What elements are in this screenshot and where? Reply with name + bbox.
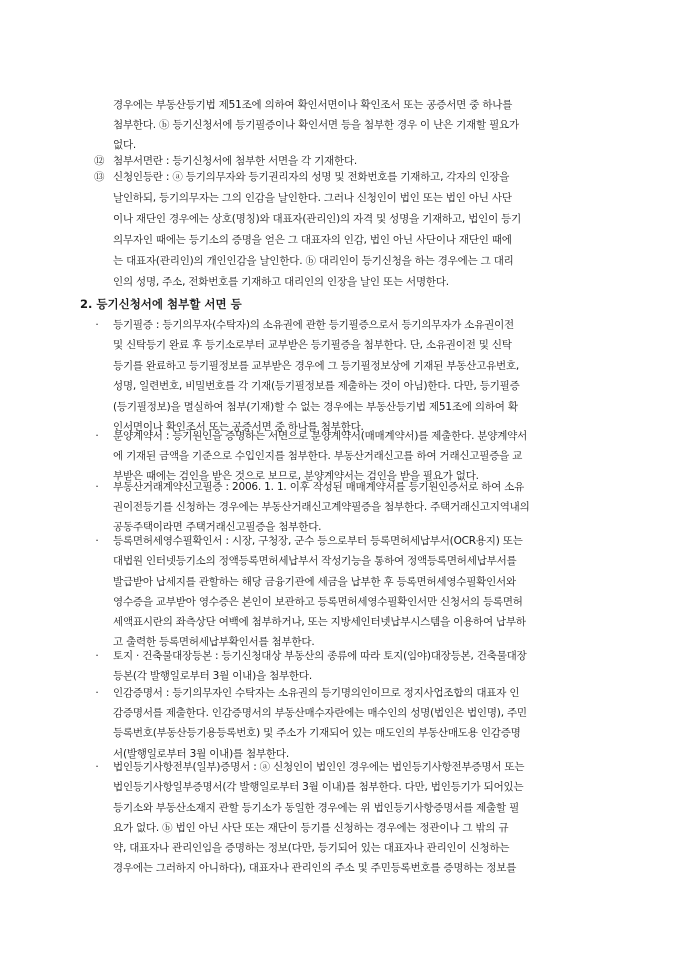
bullet-marker: ·	[95, 687, 99, 699]
paragraph-line: 인의 성명, 주소, 전화번호를 기재하고 대리인의 인장을 날인 또는 서명한다.	[113, 276, 449, 288]
paragraph-line: 약, 대표자나 관리인임을 증명하는 정보(다만, 등기되어 있는 대표자나 관리인이 신청하는	[113, 842, 510, 855]
paragraph-line: 감증명서를 제출한다. 인감증명서의 부동산매수자란에는 매수인의 성명(법인은 법인명), 주민	[113, 707, 527, 720]
paragraph-line: 인서면이나 확인조서 또는 공증서면 중 하나를 첨부한다.	[113, 421, 364, 434]
paragraph-line: 성명, 일련번호, 비밀번호를 각 기재(등기필정보를 제출하는 것이 아님)한다. 다만, 등기필증	[113, 380, 520, 393]
bullet-marker: ·	[95, 481, 99, 493]
bullet-marker: ·	[95, 319, 99, 331]
paragraph-line: 날인하되, 등기의무자는 그의 인감을 날인한다. 그러나 신청인이 법인 또는 법인 아닌 사단	[113, 192, 512, 204]
paragraph-line: 고 출력한 등록면허세납부확인서를 첨부한다.	[113, 636, 315, 649]
paragraph-line: 및 신탁등기 완료 후 등기소로부터 교부받은 등기필증을 첨부한다. 단, 소유권이전 및 신탁	[113, 339, 512, 352]
paragraph-line: 등록번호(부동산등기용등록번호) 및 주소가 기재되어 있는 매도인의 부동산매도용 인감증명	[113, 727, 521, 740]
paragraph-line: 등기필증 : 등기의무자(수탁자)의 소유권에 관한 등기필증으로서 등기의무자가 소유권이전	[113, 319, 514, 331]
bullet-item-certificate	[113, 315, 613, 437]
paragraph-line: 이나 재단인 경우에는 상호(명칭)와 대표자(관리인)의 자격 및 성명을 기재하고, 법인이 등기	[113, 213, 522, 225]
paragraph-line: 등기를 완료하고 등기필정보를 교부받은 경우에 그 등기필정보상에 기재된 부동산고유번호,	[113, 359, 520, 372]
paragraph-line: 법인등기사항일부증명서(각 발행일로부터 3월 이내)를 첨부한다. 다만, 법인등기가 되어있는	[113, 781, 524, 794]
paragraph-line: 등록면허세영수필확인서 : 시장, 구청장, 군수 등으로부터 등록면허세납부서(OCR용지) 또는	[113, 535, 523, 547]
paragraph-line: 등본(각 발행일로부터 3월 이내)을 첨부한다.	[113, 670, 312, 683]
item-marker-13: ⑬	[94, 171, 105, 183]
paragraph-line: 대법원 인터넷등기소의 정액등록면허세납부서 작성기능을 통하여 정액등록면허세납부서를	[113, 555, 517, 568]
paragraph-line: 공동주택이라면 주택거래신고필증을 첨부한다.	[113, 521, 322, 534]
paragraph-line: 신청인등란 : ⓐ 등기의무자와 등기권리자의 성명 및 전화번호를 기재하고, 각자의 인장을	[113, 171, 510, 183]
paragraph-line: 경우에는 부동산등기법 제51조에 의하여 확인서면이나 확인조서 또는 공증서면 중 하나를	[113, 99, 513, 111]
paragraph-line: 부받은 때에는 검인을 받은 것으로 보므로, 분양계약서는 검인을 받을 필요가 없다.	[113, 470, 479, 483]
paragraph-line: 는 대표자(관리인)의 개인인감을 날인한다. ⓑ 대리인이 등기신청을 하는 경우에는 그 대리	[113, 255, 514, 267]
paragraph-line: 첨부한다. ⓑ 등기신청서에 등기필증이나 확인서면 등을 첨부한 경우 이 난은 기재할 필요가	[113, 119, 519, 131]
bullet-item-transaction-report	[113, 477, 613, 538]
paragraph-line: 경우에는 그러하지 아니하다), 대표자나 관리인의 주소 및 주민등록번호를 증명하는 정보를	[113, 862, 517, 875]
section-heading: 2. 등기신청서에 첨부할 서면 등	[80, 297, 242, 311]
paragraph-line: 분양계약서 : 등기원인을 증명하는 서면으로 분양계약서(매매계약서)를 제출한다. 분양계약서	[113, 430, 528, 442]
paragraph-line: 첨부서면란 : 등기신청서에 첨부한 서면을 각 기재한다.	[113, 155, 358, 167]
bullet-marker: ·	[95, 535, 99, 547]
paragraph-line: 없다.	[113, 139, 137, 151]
bullet-marker: ·	[95, 761, 99, 773]
paragraph-line: 요가 없다. ⓑ 법인 아닌 사단 또는 재단이 등기를 신청하는 경우에는 정관이나 그 밖의 규	[113, 821, 509, 834]
paragraph-line: 법인등기사항전부(일부)증명서 : ⓐ 신청인이 법인인 경우에는 법인등기사항전부증명서 또는	[113, 761, 525, 773]
bullet-marker: ·	[95, 430, 99, 442]
bullet-marker: ·	[95, 650, 99, 662]
paragraph-line: 세액표시란의 좌측상단 여백에 첨부하거나, 또는 지방세인터넷납부시스템을 이용하여 납부하	[113, 616, 526, 629]
paragraph-line: 발급받아 납세지를 관할하는 해당 금융기관에 세금을 납부한 후 등록면허세영수필확인서와	[113, 575, 516, 588]
bullet-item-land-register	[113, 646, 613, 686]
item-marker-12: ⑫	[94, 155, 105, 167]
paragraph-line: 에 기재된 금액을 기준으로 수입인지를 첨부한다. 부동산거래신고를 하여 거래신고필증을 교	[113, 450, 523, 463]
paragraph-line: 부동산거래계약신고필증 : 2006. 1. 1. 이후 작성된 매매계약서를 등기원인증서로 하여 소유	[113, 481, 525, 493]
bullet-item-registration-tax	[113, 531, 613, 653]
paragraph-line: (등기필정보)을 멸실하여 첨부(기재)할 수 없는 경우에는 부동산등기법 제51조에 의하여 확	[113, 400, 518, 413]
paragraph-line: 인감증명서 : 등기의무자인 수탁자는 소유권의 등기명의인이므로 정지사업조합의 대표자 인	[113, 687, 520, 699]
paragraph-line: 서(발행일로부터 3월 이내)를 첨부한다.	[113, 747, 289, 760]
paragraph-line: 권이전등기를 신청하는 경우에는 부동산거래신고계약필증을 첨부한다. 주택거래신고지역내의	[113, 501, 530, 514]
item-13	[113, 167, 613, 293]
continuation-paragraph	[113, 95, 613, 155]
paragraph-line: 등기소와 부동산소재지 관할 등기소가 동일한 경우에는 위 법인등기사항증명서를 제출할 필	[113, 801, 520, 814]
paragraph-line: 의무자인 때에는 등기소의 증명을 얻은 그 대표자의 인감, 법인 아닌 사단이나 재단인 때에	[113, 234, 512, 246]
bullet-item-corporate-register	[113, 757, 613, 879]
bullet-item-seal-certificate	[113, 683, 613, 764]
paragraph-line: 영수증을 교부받아 영수증은 본인이 보관하고 등록면허세영수필확인서만 신청서의 등록면허	[113, 595, 523, 608]
paragraph-line: 토지 · 건축물대장등본 : 등기신청대상 부동산의 종류에 따라 토지(임야)대장등본, 건축물대장	[113, 650, 527, 662]
